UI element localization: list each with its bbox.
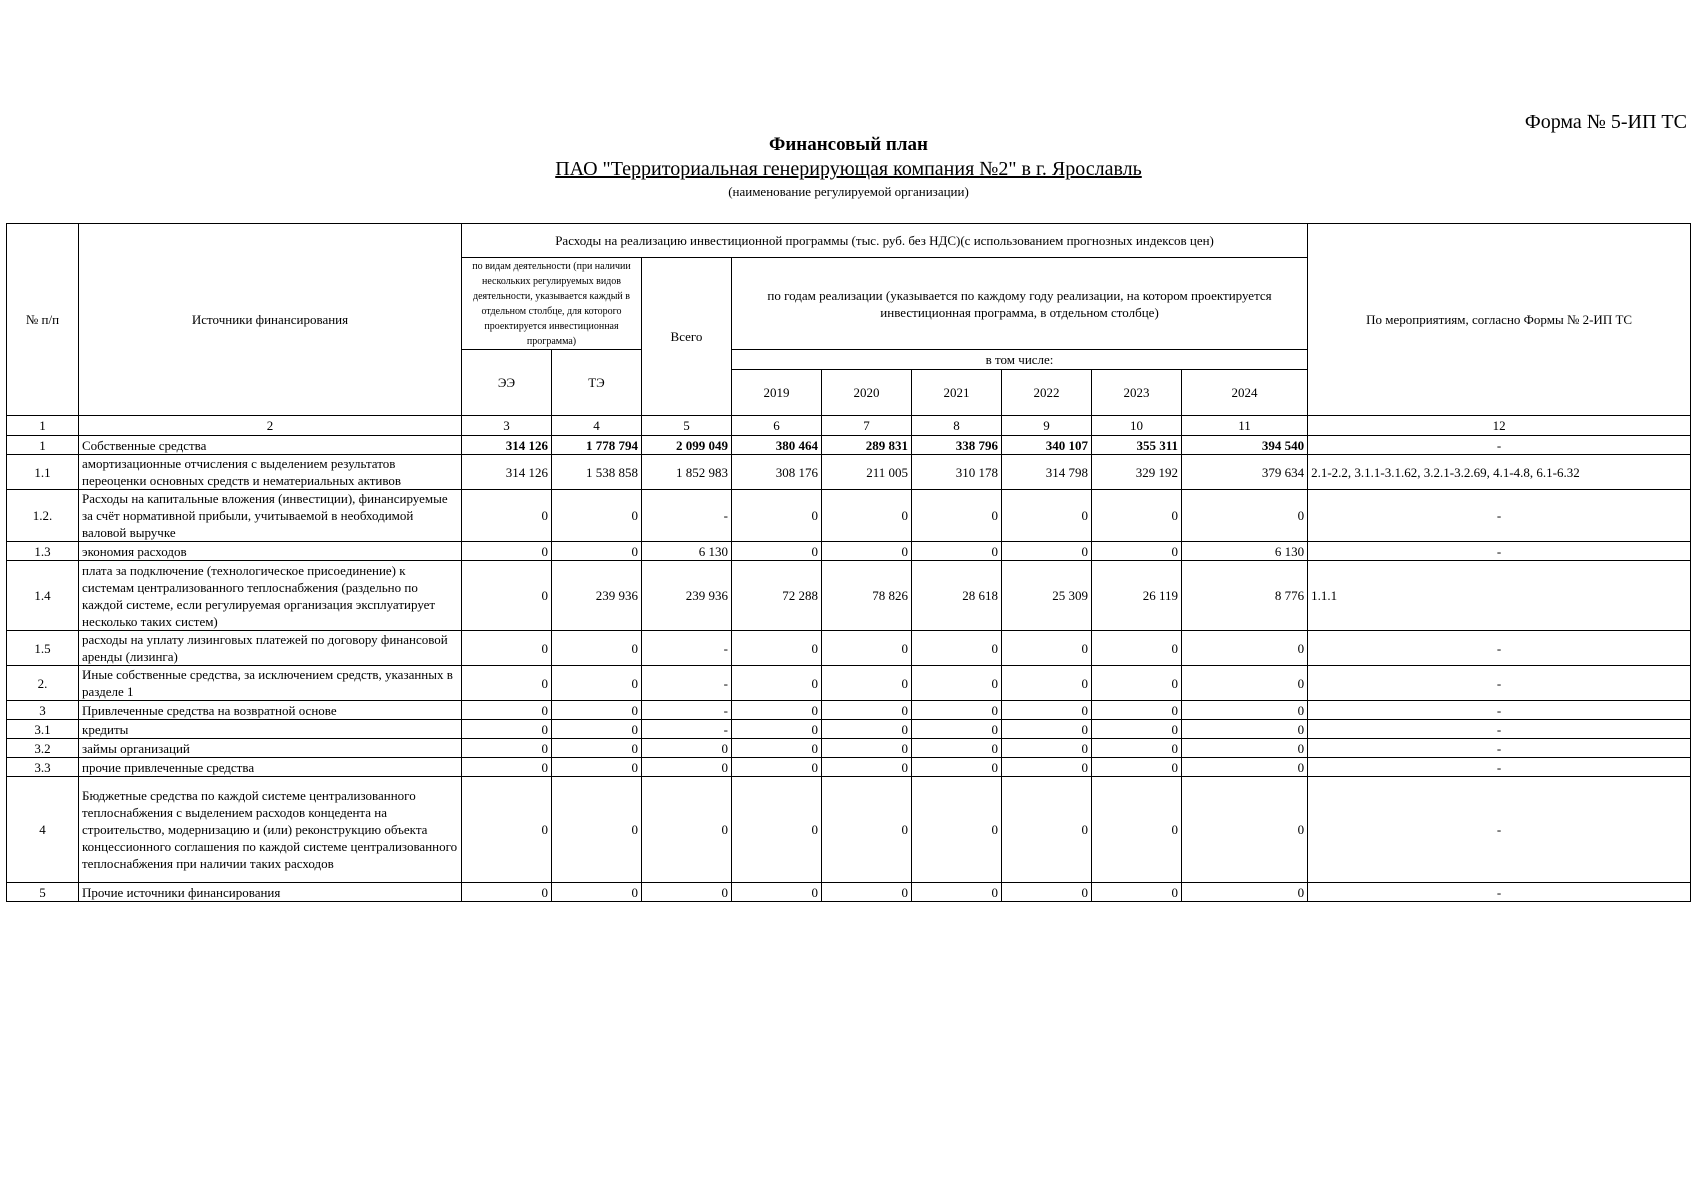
column-number: 5 [642,416,732,436]
column-number: 12 [1308,416,1691,436]
row-number: 2. [7,666,79,701]
row-value: 0 [912,739,1002,758]
row-value: 72 288 [732,561,822,631]
table-row [7,490,1691,542]
col-header-year: 2022 [1002,370,1092,416]
row-value: 0 [1092,758,1182,777]
row-value: 0 [1092,542,1182,561]
column-number: 7 [822,416,912,436]
row-value: 0 [1002,701,1092,720]
row-source-name: Привлеченные средства на возвратной основе [79,701,462,720]
row-value: 0 [462,542,552,561]
row-measures: - [1308,490,1691,542]
row-value: 0 [1002,758,1092,777]
col-header-years: по годам реализации (указывается по каждому году реализации, на котором проектируется инвестиционная программа, в отдельном столбце) [732,258,1308,350]
row-value: 0 [1182,720,1308,739]
col-header-year: 2023 [1092,370,1182,416]
row-value: 380 464 [732,436,822,455]
row-number: 1 [7,436,79,455]
row-measures: - [1308,631,1691,666]
row-value: 0 [912,631,1002,666]
col-header-no: № п/п [7,224,79,416]
row-value: 0 [1002,720,1092,739]
row-measures: 2.1-2.2, 3.1.1-3.1.62, 3.2.1-3.2.69, 4.1-4.8, 6.1-6.32 [1308,455,1691,490]
row-value: 6 130 [1182,542,1308,561]
row-value: 0 [732,739,822,758]
col-header-total: Всего [642,258,732,416]
row-value: 28 618 [912,561,1002,631]
row-value: 340 107 [1002,436,1092,455]
row-value: 0 [1182,758,1308,777]
row-value: 0 [642,739,732,758]
row-value: 0 [1002,883,1092,902]
row-value: 314 126 [462,455,552,490]
column-number: 2 [79,416,462,436]
row-value: 0 [552,542,642,561]
row-value: 0 [642,758,732,777]
row-value: 0 [912,883,1002,902]
row-value: 0 [1092,777,1182,883]
row-value: 0 [1182,701,1308,720]
row-value: - [642,631,732,666]
table-row [7,777,1691,883]
row-source-name: займы организаций [79,739,462,758]
row-value: 0 [732,777,822,883]
row-value: 0 [732,542,822,561]
row-value: 0 [552,777,642,883]
row-value: 0 [462,631,552,666]
col-header-measures: По мероприятиям, согласно Формы № 2-ИП ТС [1308,224,1691,416]
row-number: 3.3 [7,758,79,777]
row-measures: - [1308,542,1691,561]
row-value: 6 130 [642,542,732,561]
row-value: 0 [552,720,642,739]
row-value: 0 [1092,883,1182,902]
row-value: 0 [462,777,552,883]
row-value: 0 [1002,631,1092,666]
row-value: 379 634 [1182,455,1308,490]
row-value: 308 176 [732,455,822,490]
row-value: 0 [1182,631,1308,666]
column-number: 3 [462,416,552,436]
column-number: 11 [1182,416,1308,436]
row-value: 0 [822,758,912,777]
row-value: 0 [462,701,552,720]
form-number: Форма № 5-ИП ТС [1524,111,1687,133]
row-value: 0 [552,666,642,701]
row-number: 1.1 [7,455,79,490]
row-value: - [642,490,732,542]
row-value: 1 538 858 [552,455,642,490]
row-value: 0 [732,720,822,739]
row-number: 1.2. [7,490,79,542]
row-value: 0 [1002,739,1092,758]
row-number: 4 [7,777,79,883]
row-value: 0 [1092,666,1182,701]
row-source-name: плата за подключение (технологическое присоединение) к системам централизованного теплоснабжения (раздельно по каждой системе, если регулируемая организация эксплуатирует несколько таких систем) [79,561,462,631]
row-value: 0 [552,490,642,542]
column-number: 6 [732,416,822,436]
row-value: 0 [912,758,1002,777]
row-value: 0 [912,666,1002,701]
row-value: - [642,701,732,720]
row-value: 0 [912,720,1002,739]
row-value: 0 [1182,666,1308,701]
table-row [7,720,1691,739]
organization-name [0,158,1697,181]
row-value: 0 [552,701,642,720]
row-number: 5 [7,883,79,902]
col-header-including: в том числе: [732,350,1308,370]
row-source-name: Бюджетные средства по каждой системе централизованного теплоснабжения с выделением расходов концедента на строительство, модернизацию и (или) реконструкцию объекта концессионного соглашения по каждой системе централизованного теплоснабжения при наличии таких расходов [79,777,462,883]
row-value: 0 [642,883,732,902]
row-value: 0 [1002,490,1092,542]
table-row [7,701,1691,720]
row-value: 0 [462,883,552,902]
row-measures: - [1308,666,1691,701]
col-header-activity: по видам деятельности (при наличии нескольких регулируемых видов деятельности, указывается каждый в отдельном столбце, для которого проектируется инвестиционная программа) [462,258,642,350]
row-number: 1.4 [7,561,79,631]
row-value: 0 [822,777,912,883]
table-row [7,455,1691,490]
row-value: 329 192 [1092,455,1182,490]
row-value: 0 [1002,666,1092,701]
row-value: 0 [912,777,1002,883]
row-value: 0 [1182,739,1308,758]
row-value: 289 831 [822,436,912,455]
organization-name-text: ПАО "Территориальная генерирующая компания №2" в г. Ярославль [555,158,1142,180]
column-number-row [7,416,1691,436]
row-value: 8 776 [1182,561,1308,631]
row-source-name: расходы на уплату лизинговых платежей по договору финансовой аренды (лизинга) [79,631,462,666]
row-value: 0 [1092,720,1182,739]
table-row [7,666,1691,701]
row-source-name: амортизационные отчисления с выделением результатов переоценки основных средств и нематериальных активов [79,455,462,490]
row-value: 25 309 [1002,561,1092,631]
row-value: 0 [822,739,912,758]
col-header-te: ТЭ [552,350,642,416]
row-value: 0 [1092,631,1182,666]
row-value: 0 [1182,777,1308,883]
row-number: 3.2 [7,739,79,758]
row-measures: - [1308,739,1691,758]
table-row [7,436,1691,455]
row-value: - [642,666,732,701]
row-number: 1.5 [7,631,79,666]
row-value: 338 796 [912,436,1002,455]
col-header-year: 2019 [732,370,822,416]
row-value: 0 [462,758,552,777]
row-value: 0 [912,542,1002,561]
col-header-year: 2021 [912,370,1002,416]
row-source-name: Иные собственные средства, за исключением средств, указанных в разделе 1 [79,666,462,701]
table-row [7,631,1691,666]
row-value: 0 [912,490,1002,542]
column-number: 4 [552,416,642,436]
row-measures: - [1308,720,1691,739]
row-value: 0 [822,883,912,902]
row-value: 0 [732,490,822,542]
row-value: 78 826 [822,561,912,631]
row-value: 1 852 983 [642,455,732,490]
row-measures: - [1308,758,1691,777]
row-number: 3.1 [7,720,79,739]
row-number: 1.3 [7,542,79,561]
row-value: 0 [642,777,732,883]
row-value: 314 798 [1002,455,1092,490]
row-value: 0 [732,883,822,902]
table-row [7,561,1691,631]
row-value: 0 [462,561,552,631]
row-value: 0 [1182,490,1308,542]
row-value: 0 [1092,739,1182,758]
column-number: 10 [1092,416,1182,436]
row-value: 2 099 049 [642,436,732,455]
row-value: 355 311 [1092,436,1182,455]
column-number: 8 [912,416,1002,436]
row-source-name: Собственные средства [79,436,462,455]
row-source-name: экономия расходов [79,542,462,561]
row-value: 239 936 [642,561,732,631]
organization-note: (наименование регулируемой организации) [728,184,969,199]
row-value: 239 936 [552,561,642,631]
column-number: 9 [1002,416,1092,436]
row-value: 0 [462,720,552,739]
col-header-expenses: Расходы на реализацию инвестиционной программы (тыс. руб. без НДС)(с использованием прогнозных индексов цен) [462,224,1308,258]
row-measures: - [1308,701,1691,720]
row-source-name: прочие привлеченные средства [79,758,462,777]
row-value: 0 [822,490,912,542]
row-value: 0 [732,758,822,777]
row-source-name: Расходы на капитальные вложения (инвестиции), финансируемые за счёт нормативной прибыли, учитываемой в необходимой валовой выручке [79,490,462,542]
col-header-year: 2020 [822,370,912,416]
table-row [7,542,1691,561]
row-value: 0 [552,739,642,758]
table-row [7,883,1691,902]
row-value: 314 126 [462,436,552,455]
row-value: 211 005 [822,455,912,490]
row-measures: - [1308,883,1691,902]
row-value: 0 [552,758,642,777]
row-value: 26 119 [1092,561,1182,631]
row-value: 0 [822,542,912,561]
row-measures: 1.1.1 [1308,561,1691,631]
col-header-year: 2024 [1182,370,1308,416]
row-value: 0 [822,720,912,739]
row-value: 0 [462,490,552,542]
col-header-source: Источники финансирования [79,224,462,416]
column-number: 1 [7,416,79,436]
row-source-name: кредиты [79,720,462,739]
row-value: 0 [1002,542,1092,561]
row-value: 0 [732,631,822,666]
row-value: 0 [1182,883,1308,902]
row-value: - [642,720,732,739]
row-value: 310 178 [912,455,1002,490]
row-value: 394 540 [1182,436,1308,455]
page-title: Финансовый план [769,134,928,155]
row-measures: - [1308,436,1691,455]
financial-plan-table [6,223,1691,902]
row-value: 0 [1092,490,1182,542]
row-value: 0 [822,631,912,666]
row-value: 0 [462,739,552,758]
row-value: 0 [732,666,822,701]
row-source-name: Прочие источники финансирования [79,883,462,902]
row-value: 0 [552,631,642,666]
row-value: 0 [912,701,1002,720]
table-row [7,758,1691,777]
row-value: 1 778 794 [552,436,642,455]
row-value: 0 [462,666,552,701]
row-value: 0 [552,883,642,902]
table-row [7,739,1691,758]
col-header-ee: ЭЭ [462,350,552,416]
row-value: 0 [822,666,912,701]
row-measures: - [1308,777,1691,883]
row-value: 0 [732,701,822,720]
row-number: 3 [7,701,79,720]
row-value: 0 [822,701,912,720]
row-value: 0 [1092,701,1182,720]
row-value: 0 [1002,777,1092,883]
